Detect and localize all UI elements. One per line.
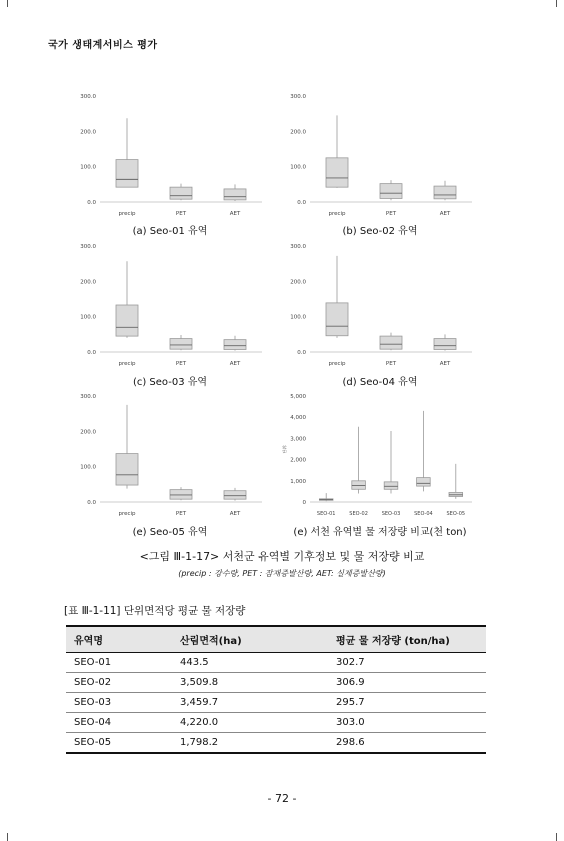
table-cell: SEO-05 bbox=[66, 733, 172, 754]
column-header: 평균 물 저장량 (ton/ha) bbox=[328, 626, 486, 653]
y-tick-label: 1,000 bbox=[290, 478, 306, 485]
table-cell: 443.5 bbox=[172, 653, 328, 673]
box bbox=[384, 482, 398, 489]
x-tick-label: SEO-03 bbox=[381, 511, 401, 517]
boxplot-svg bbox=[280, 240, 480, 370]
box bbox=[170, 187, 192, 199]
y-tick-label: 300.0 bbox=[80, 94, 96, 100]
box bbox=[224, 340, 246, 350]
y-tick-label: 100.0 bbox=[80, 314, 96, 321]
chart-seo-01 bbox=[70, 90, 270, 220]
running-header: 국가 생태계서비스 평가 bbox=[48, 40, 158, 51]
table-cell: 306.9 bbox=[328, 673, 486, 693]
box bbox=[116, 160, 138, 188]
table-title: [표 Ⅲ-1-11] 단위면적당 평균 물 저장량 bbox=[64, 605, 246, 617]
boxplot-svg bbox=[70, 240, 270, 370]
box bbox=[326, 303, 348, 336]
x-tick-label: precip bbox=[328, 361, 346, 367]
box bbox=[417, 478, 431, 486]
chart-seo-04 bbox=[280, 240, 480, 370]
column-header: 유역명 bbox=[66, 626, 172, 653]
y-tick-label: 300.0 bbox=[80, 244, 96, 250]
crop-mark bbox=[0, 0, 8, 7]
y-tick-label: 0.0 bbox=[87, 350, 96, 356]
x-tick-label: AET bbox=[229, 361, 241, 367]
crop-mark bbox=[556, 0, 564, 7]
chart-seo-05 bbox=[70, 390, 270, 520]
box bbox=[224, 189, 246, 200]
y-tick-label: 0 bbox=[302, 500, 306, 506]
y-tick-label: 100.0 bbox=[80, 164, 96, 171]
y-tick-label: 200.0 bbox=[80, 129, 96, 136]
box bbox=[224, 491, 246, 499]
panel-caption: (c) Seo-03 유역 bbox=[132, 377, 208, 388]
figure-note: (precip : 강수량, PET : 잠재증발산량, AET: 실제증발산량) bbox=[178, 569, 386, 578]
x-tick-label: PET bbox=[175, 211, 187, 217]
table-row bbox=[66, 713, 486, 733]
x-tick-label: precip bbox=[118, 211, 136, 217]
table-cell: SEO-04 bbox=[66, 713, 172, 733]
boxplot-svg bbox=[280, 390, 480, 520]
x-tick-label: AET bbox=[229, 211, 241, 217]
table-cell: 3,459.7 bbox=[172, 693, 328, 713]
y-tick-label: 3,000 bbox=[290, 436, 306, 443]
table-row bbox=[66, 693, 486, 713]
panel-caption: (e) Seo-05 유역 bbox=[132, 527, 208, 538]
table-cell: 3,509.8 bbox=[172, 673, 328, 693]
box bbox=[380, 336, 402, 349]
figure-caption: <그림 Ⅲ-1-17> 서천군 유역별 기후정보 및 물 저장량 비교 bbox=[139, 550, 425, 563]
panel-caption: (a) Seo-01 유역 bbox=[132, 226, 208, 237]
y-tick-label: 200.0 bbox=[290, 129, 306, 136]
table-cell: 295.7 bbox=[328, 693, 486, 713]
y-tick-label: 300.0 bbox=[290, 94, 306, 100]
x-tick-label: SEO-02 bbox=[349, 511, 368, 517]
panel-caption: (e) 서천 유역별 물 저장량 비교(천 ton) bbox=[293, 527, 467, 538]
box bbox=[116, 305, 138, 336]
box bbox=[326, 158, 348, 187]
panel-caption: (b) Seo-02 유역 bbox=[342, 226, 418, 237]
x-tick-label: precip bbox=[118, 361, 136, 367]
x-tick-label: PET bbox=[385, 211, 397, 217]
table-cell: 298.6 bbox=[328, 733, 486, 754]
y-axis-label: 단위: bbox=[282, 444, 287, 454]
y-tick-label: 300.0 bbox=[80, 394, 96, 400]
x-tick-label: AET bbox=[439, 361, 451, 367]
y-tick-label: 0.0 bbox=[297, 350, 306, 356]
table-cell: SEO-01 bbox=[66, 653, 172, 673]
y-tick-label: 5,000 bbox=[290, 394, 306, 400]
table-cell: 4,220.0 bbox=[172, 713, 328, 733]
x-tick-label: PET bbox=[175, 511, 187, 517]
column-header: 산림면적(ha) bbox=[172, 626, 328, 653]
x-tick-label: precip bbox=[118, 511, 136, 517]
chart-seo-02 bbox=[280, 90, 480, 220]
box bbox=[170, 339, 192, 350]
table-header-row bbox=[66, 626, 486, 653]
chart-water-storage bbox=[280, 390, 480, 520]
y-tick-label: 100.0 bbox=[80, 464, 96, 471]
x-tick-label: AET bbox=[229, 511, 241, 517]
y-tick-label: 0.0 bbox=[87, 500, 96, 506]
table-row bbox=[66, 733, 486, 754]
y-tick-label: 0.0 bbox=[87, 200, 96, 206]
y-tick-label: 100.0 bbox=[290, 314, 306, 321]
table-cell: 303.0 bbox=[328, 713, 486, 733]
y-tick-label: 4,000 bbox=[290, 415, 306, 422]
x-tick-label: AET bbox=[439, 211, 451, 217]
x-tick-label: SEO-04 bbox=[414, 511, 433, 517]
box bbox=[380, 184, 402, 199]
boxplot-svg bbox=[280, 90, 480, 220]
x-tick-label: precip bbox=[328, 211, 346, 217]
box bbox=[170, 490, 192, 500]
table-cell: SEO-03 bbox=[66, 693, 172, 713]
boxplot-svg bbox=[70, 390, 270, 520]
y-tick-label: 0.0 bbox=[297, 200, 306, 206]
y-tick-label: 300.0 bbox=[290, 244, 306, 250]
chart-seo-03 bbox=[70, 240, 270, 370]
water-storage-table bbox=[66, 625, 486, 754]
y-tick-label: 100.0 bbox=[290, 164, 306, 171]
x-tick-label: PET bbox=[385, 361, 397, 367]
y-tick-label: 200.0 bbox=[80, 279, 96, 286]
box bbox=[434, 186, 456, 199]
table-row bbox=[66, 673, 486, 693]
x-tick-label: SEO-05 bbox=[446, 511, 466, 517]
x-tick-label: PET bbox=[175, 361, 187, 367]
table-cell: 1,798.2 bbox=[172, 733, 328, 754]
table-cell: SEO-02 bbox=[66, 673, 172, 693]
page-number: - 72 - bbox=[267, 792, 297, 805]
box bbox=[116, 454, 138, 485]
boxplot-svg bbox=[70, 90, 270, 220]
y-tick-label: 200.0 bbox=[290, 279, 306, 286]
table-cell: 302.7 bbox=[328, 653, 486, 673]
y-tick-label: 200.0 bbox=[80, 429, 96, 436]
x-tick-label: SEO-01 bbox=[316, 511, 336, 517]
box bbox=[434, 339, 456, 350]
panel-caption: (d) Seo-04 유역 bbox=[342, 377, 418, 388]
table-row bbox=[66, 653, 486, 673]
y-tick-label: 2,000 bbox=[290, 457, 306, 464]
